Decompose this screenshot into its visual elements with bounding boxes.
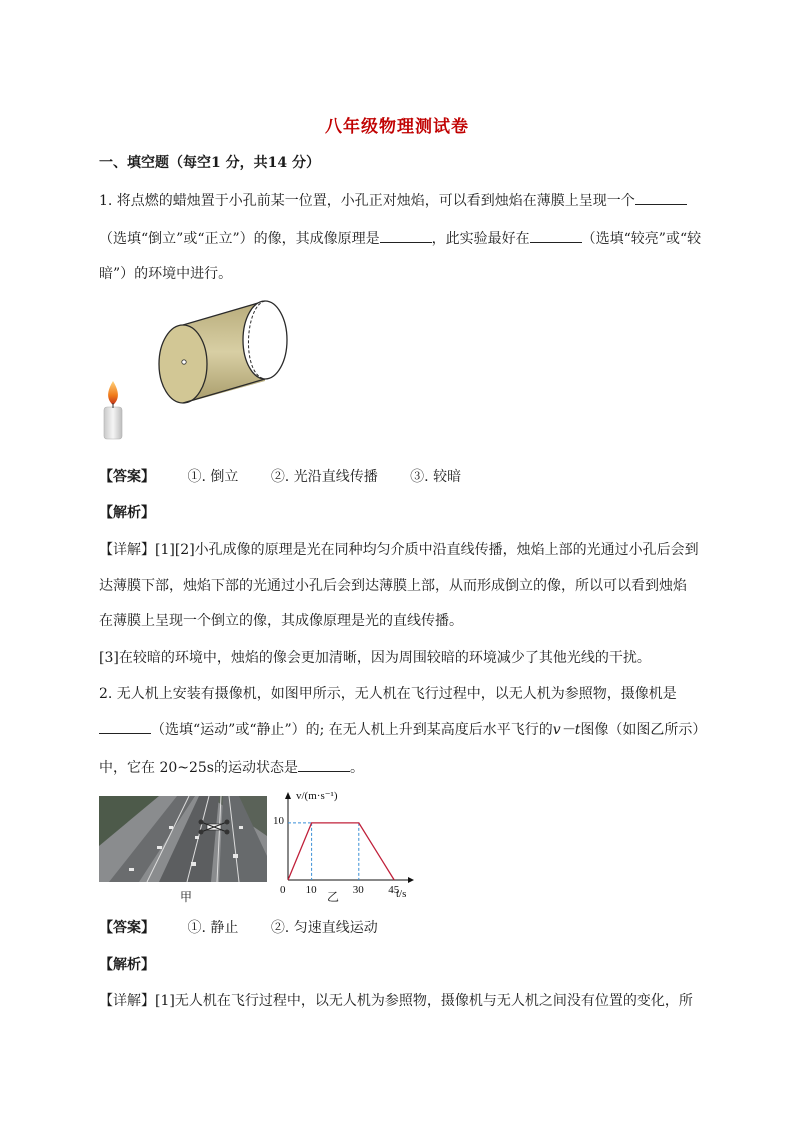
- answer2-row: [99, 917, 378, 937]
- caption-b: 乙: [327, 890, 340, 904]
- q2-line3: [99, 757, 364, 777]
- x-tick-label: 30: [352, 884, 364, 896]
- cylinder-box: [159, 301, 287, 403]
- q2-line2: [99, 719, 706, 739]
- vt-graph: [270, 785, 420, 905]
- x-tick-label: 0: [280, 884, 286, 896]
- q1-text-2b: ，此实验最好在: [431, 231, 530, 247]
- answer1-item3: ③. 较暗: [410, 469, 462, 485]
- q1-text-2a: （选填“倒立”或“正立”）的像，其成像原理是: [99, 231, 380, 247]
- q2-text-3a: 中，它在 20~25s的运动状态是: [99, 760, 298, 776]
- q2-text-3b: 。: [350, 760, 364, 776]
- answer1-item1: ①. 倒立: [187, 469, 239, 485]
- detail1-line3: 在薄膜上呈现一个倒立的像，其成像原理是光的直线传播。: [99, 613, 463, 629]
- q1-text-1: 1. 将点燃的蜡烛置于小孔前某一位置，小孔正对烛焰，可以看到烛焰在薄膜上呈现一个: [99, 193, 635, 209]
- x-tick-label: 10: [305, 884, 317, 896]
- velocity-series-line: [288, 823, 394, 880]
- y-axis-arrow: [285, 792, 291, 799]
- answer1-item2: ②. 光沿直线传播: [270, 469, 378, 485]
- q2-line1: 2. 无人机上安装有摄像机，如图甲所示，无人机在飞行过程中，以无人机为参照物，摄像机是: [99, 686, 677, 702]
- answer-blank: [380, 230, 432, 243]
- answer-label: 【答案】: [99, 469, 155, 485]
- q2-text-2a: （选填“运动”或“静止”）的; 在无人机上升到某高度后水平飞行的: [151, 722, 553, 738]
- x-tick-label: 45: [388, 884, 400, 896]
- y-tick-label: 10: [273, 815, 284, 827]
- answer-label: 【答案】: [99, 920, 155, 936]
- section-heading: 一、填空题（每空1 分，共14 分）: [99, 155, 320, 171]
- highway-image: [99, 796, 267, 882]
- analysis-label: 【解析】: [99, 957, 155, 973]
- detail2-line1: 【详解】[1]无人机在飞行过程中，以无人机为参照物，摄像机与无人机之间没有位置的变化，所: [99, 993, 693, 1009]
- page-title: 八年级物理测试卷: [325, 117, 469, 137]
- pinhole-illustration: [95, 295, 300, 445]
- q1-text-2c: （选填“较亮”或“较: [581, 231, 702, 247]
- q1-line3: 暗”）的环境中进行。: [99, 266, 233, 282]
- y-axis-label: v/(m·s⁻¹): [296, 790, 338, 802]
- x-axis-label: t/s: [396, 888, 407, 900]
- detail1-line4: [3]在较暗的环境中，烛焰的像会更加清晰，因为周围较暗的环境减少了其他光线的干扰。: [99, 650, 651, 666]
- caption-a: 甲: [180, 890, 193, 904]
- drone-highway-photo: [99, 796, 267, 882]
- analysis-label: 【解析】: [99, 505, 155, 521]
- q1-line2: [99, 228, 701, 248]
- q1-line1: [99, 190, 687, 210]
- answer-blank: [530, 230, 582, 243]
- q2-formula: v－t: [552, 722, 581, 738]
- answer2-item2: ②. 匀速直线运动: [270, 920, 378, 936]
- detail1-line1: 【详解】[1][2]小孔成像的原理是光在同种均匀介质中沿直线传播，烛焰上部的光通过小孔后会到: [99, 542, 699, 558]
- answer-blank: [298, 759, 350, 772]
- answer-blank: [635, 192, 687, 205]
- q2-text-2b: 图像（如图乙所示）: [580, 722, 707, 738]
- answer-blank: [99, 721, 151, 734]
- x-axis-arrow: [408, 877, 414, 883]
- answer2-item1: ①. 静止: [187, 920, 239, 936]
- answer1-row: [99, 466, 461, 486]
- candle-icon: [104, 381, 122, 439]
- detail1-line2: 达薄膜下部，烛焰下部的光通过小孔后会到达薄膜上部，从而形成倒立的像，所以可以看到烛焰: [99, 578, 687, 594]
